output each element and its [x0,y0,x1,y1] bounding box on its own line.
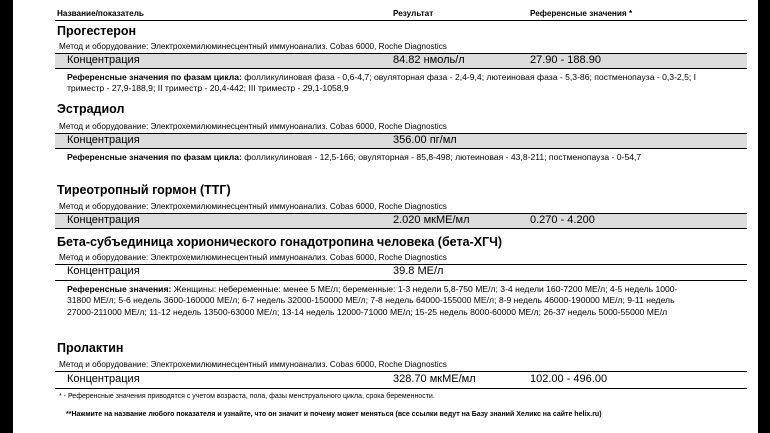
reference-note-label: Референсные значения: [67,284,172,294]
row-divider [55,371,747,372]
result-reference: 102.00 - 496.00 [530,373,608,385]
reference-note-text: Женщины: небеременные: менее 5 МЕ/л; беременные: 1-3 недели 5,8-750 МЕ/л; 3-4 недели 160-7200 МЕ/л; 4-5 недель 1000-31800 МЕ/л; 5-6 недель 3600-160000 МЕ/л; 6-7 недель 32000-150000 МЕ/л; 7-8 недель 64000-155000 МЕ/л; 8-9 недель 46000-190000 МЕ/л; 9-11 недель 27000-211000 МЕ/л; 11-12 недель 13500-63000 МЕ/л; 13-14 недель 12000-71000 МЕ/л; 15-25 недель 8000-60000 МЕ/л; 26-37 недель 5000-55000 МЕ/л [67,284,678,317]
header-divider [55,20,747,21]
result-metric: Концентрация [67,134,140,146]
result-value: 2.020 мкМЕ/мл [393,214,470,226]
row-divider [55,228,747,229]
test-title-beta-hcg[interactable]: Бета-субъединица хорионического гонадотропина человека (бета-ХГЧ) [57,235,503,249]
reference-note [67,72,697,95]
right-black-border [758,0,770,433]
reference-note-text: фолликулиновая - 12,5-166; овуляторная - 85,8-498; лютеиновая - 43,8-211; постменопауза - 0-54,7 [241,152,642,162]
result-metric: Концентрация [67,373,140,385]
result-row [55,265,747,279]
test-method: Метод и оборудование: Электрохемилюминесцентный иммуноанализ. Cobas 6000, Roche Diagnostics [59,122,447,131]
test-method: Метод и оборудование: Электрохемилюминесцентный иммуноанализ. Cobas 6000, Roche Diagnostics [59,253,447,262]
result-value: 328.70 мкМЕ/мл [393,373,476,385]
reference-footnote: * - Референсные значения приводятся с учетом возраста, пола, фазы менструального цикла, срока беременности. [59,393,435,400]
column-header-result: Результат [393,9,434,18]
result-metric: Концентрация [67,265,140,277]
test-method: Метод и оборудование: Электрохемилюминесцентный иммуноанализ. Cobas 6000, Roche Diagnostics [59,42,447,51]
result-reference: 0.270 - 4.200 [530,214,595,226]
result-row [55,54,747,68]
result-metric: Концентрация [67,54,140,66]
reference-note [67,284,697,318]
test-title-estradiol[interactable]: Эстрадиол [57,102,125,116]
result-value: 39.8 МЕ/л [393,265,444,277]
result-row [55,373,747,387]
row-divider [55,68,747,69]
test-title-prolactin[interactable]: Пролактин [57,341,124,355]
reference-note-text: фолликулиновая фаза - 0,6-4,7; овуляторная фаза - 2,4-9,4; лютеиновая фаза - 5,3-86; постменопауза - 0,3-2,5; I триместр - 27,9-188,9; II триместр - 20,4-442; III триместр - 29,1-1058,9 [67,72,697,94]
reference-note [67,152,697,163]
result-value: 84.82 нмоль/л [393,54,465,66]
result-value: 356.00 пг/мл [393,134,457,146]
result-row [55,134,747,148]
row-divider [55,280,747,281]
reference-note-label: Референсные значения по фазам цикла: [67,152,242,162]
column-header-reference: Референсные значения * [530,9,633,18]
row-divider [55,148,747,149]
column-header-name: Название/показатель [57,9,144,18]
test-method: Метод и оборудование: Электрохемилюминесцентный иммуноанализ. Cobas 6000, Roche Diagnostics [59,360,447,369]
result-row [55,214,747,228]
result-reference: 27.90 - 188.90 [530,54,601,66]
test-title-tsh[interactable]: Тиреотропный гормон (ТТГ) [57,183,231,197]
result-metric: Концентрация [67,214,140,226]
left-black-border [0,0,13,433]
test-title-progesterone[interactable]: Прогестерон [57,24,137,38]
knowledge-base-footnote: **Нажмите на название любого показателя и узнайте, что он значит и почему может меняться (все ссылки ведут на Базу знаний Хеликс на сайте helix.ru) [66,411,602,418]
row-divider [55,388,747,389]
test-method: Метод и оборудование: Электрохемилюминесцентный иммуноанализ. Cobas 6000, Roche Diagnostics [59,202,447,211]
reference-note-label: Референсные значения по фазам цикла: [67,72,242,82]
